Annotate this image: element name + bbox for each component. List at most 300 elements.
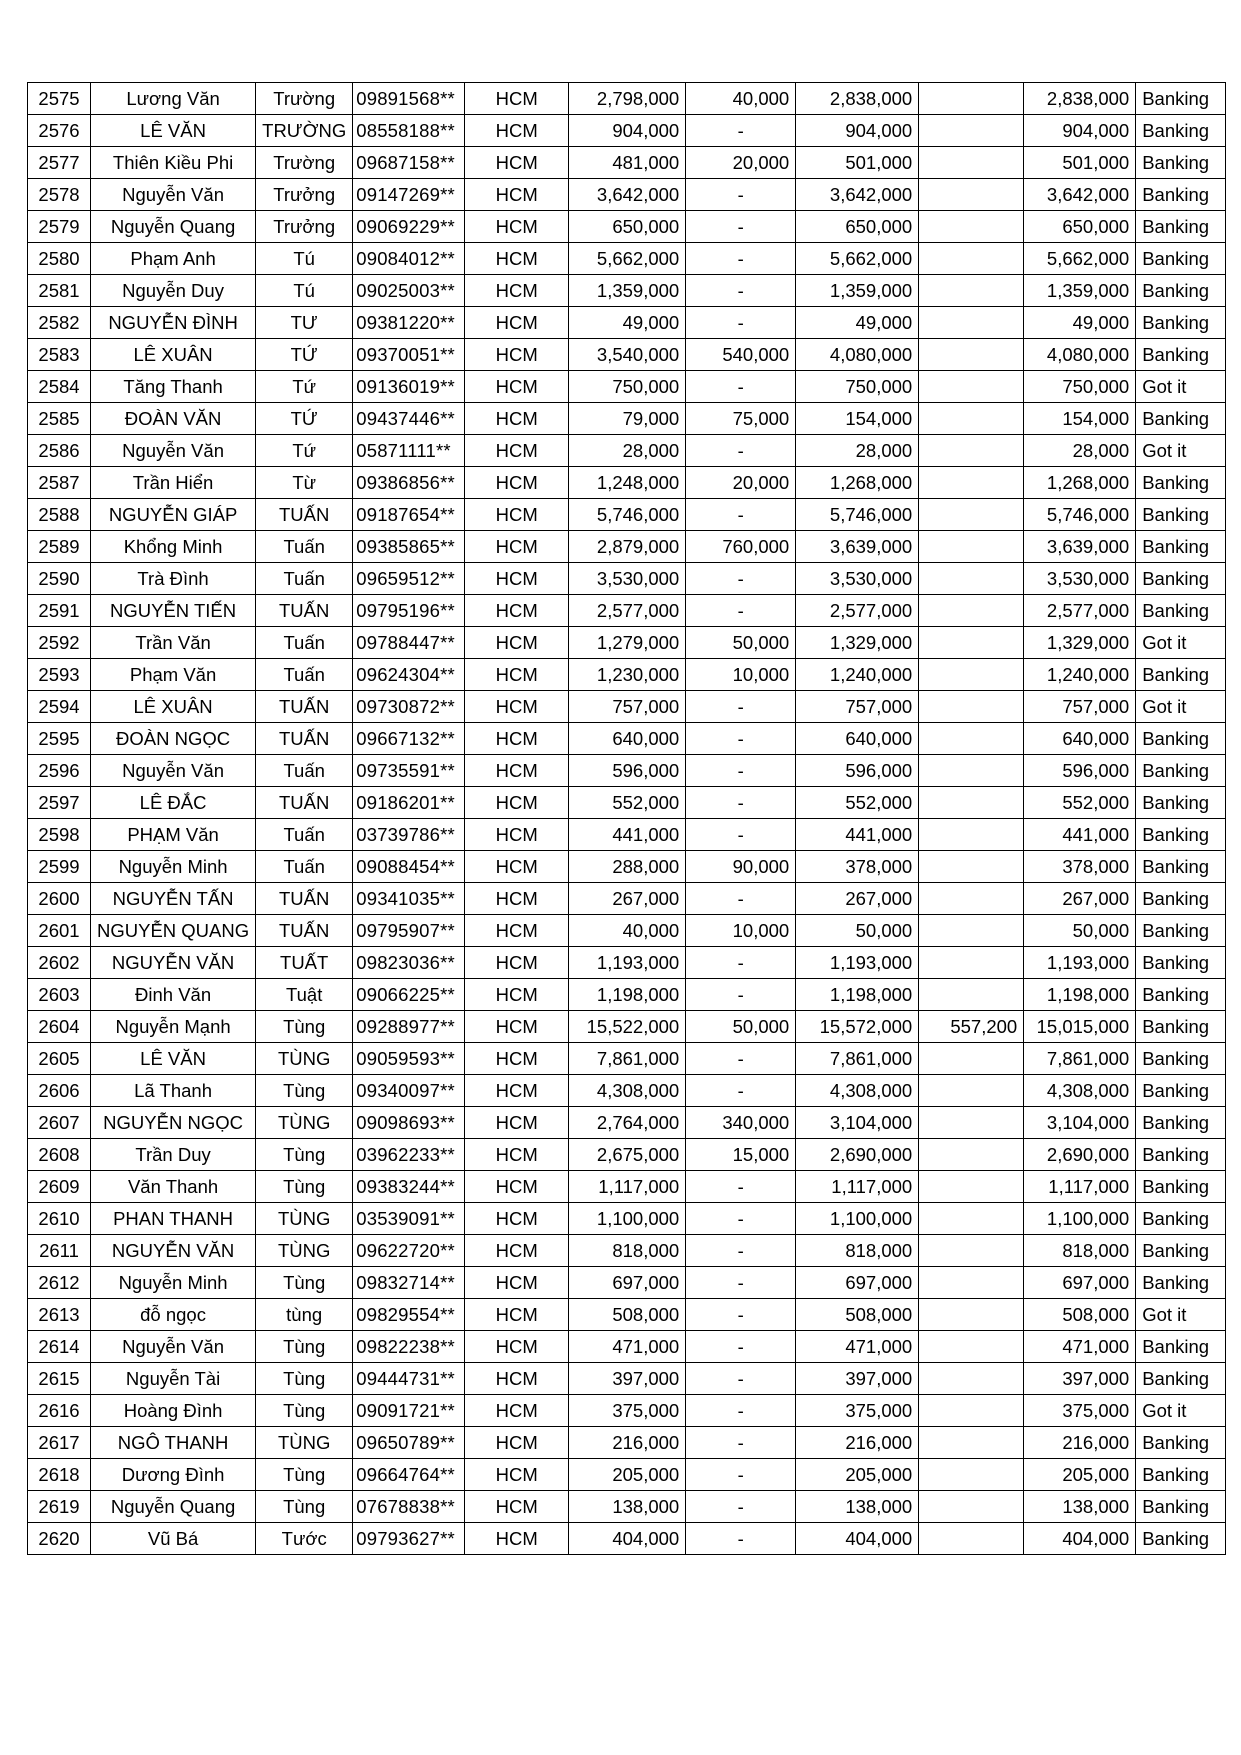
deduction-cell [919,211,1024,243]
first-name-cell: TUẤT [256,947,353,979]
last-name-cell: Khổng Minh [91,531,256,563]
table-row [28,275,1226,307]
total-cell: 508,000 [1024,1299,1136,1331]
total-cell: 1,100,000 [1024,1203,1136,1235]
payment-method-cell: Banking [1136,211,1226,243]
payment-method-cell: Banking [1136,403,1226,435]
row-number-cell: 2611 [28,1235,91,1267]
total-cell: 2,838,000 [1024,83,1136,115]
payment-method-cell: Banking [1136,819,1226,851]
city-cell: HCM [465,1491,569,1523]
city-cell: HCM [465,1043,569,1075]
last-name-cell: NGUYỄN NGỌC [91,1107,256,1139]
phone-cell: 09288977** [353,1011,465,1043]
amount-cell: 7,861,000 [569,1043,686,1075]
table-row [28,1299,1226,1331]
phone-cell: 03539091** [353,1203,465,1235]
first-name-cell: Trưởng [256,211,353,243]
city-cell: HCM [465,691,569,723]
bonus-cell: - [686,819,796,851]
deduction-cell [919,1491,1024,1523]
amount-cell: 138,000 [569,1491,686,1523]
city-cell: HCM [465,1395,569,1427]
phone-cell: 09340097** [353,1075,465,1107]
total-cell: 552,000 [1024,787,1136,819]
total-cell: 596,000 [1024,755,1136,787]
row-number-cell: 2595 [28,723,91,755]
table-row [28,595,1226,627]
subtotal-cell: 1,100,000 [796,1203,919,1235]
subtotal-cell: 650,000 [796,211,919,243]
row-number-cell: 2577 [28,147,91,179]
total-cell: 750,000 [1024,371,1136,403]
payment-method-cell: Banking [1136,83,1226,115]
payment-method-cell: Got it [1136,1395,1226,1427]
phone-cell: 09664764** [353,1459,465,1491]
payment-method-cell: Banking [1136,595,1226,627]
city-cell: HCM [465,307,569,339]
row-number-cell: 2618 [28,1459,91,1491]
deduction-cell [919,83,1024,115]
first-name-cell: TUẤN [256,723,353,755]
phone-cell: 09650789** [353,1427,465,1459]
phone-cell: 09186201** [353,787,465,819]
bonus-cell: - [686,1075,796,1107]
total-cell: 267,000 [1024,883,1136,915]
city-cell: HCM [465,1523,569,1555]
table-row [28,979,1226,1011]
table-row [28,915,1226,947]
payment-method-cell: Banking [1136,1331,1226,1363]
amount-cell: 1,117,000 [569,1171,686,1203]
bonus-cell: - [686,595,796,627]
bonus-cell: - [686,307,796,339]
first-name-cell: Tùng [256,1011,353,1043]
amount-cell: 15,522,000 [569,1011,686,1043]
last-name-cell: Lã Thanh [91,1075,256,1107]
deduction-cell [919,1427,1024,1459]
row-number-cell: 2620 [28,1523,91,1555]
row-number-cell: 2600 [28,883,91,915]
subtotal-cell: 596,000 [796,755,919,787]
amount-cell: 1,198,000 [569,979,686,1011]
city-cell: HCM [465,1299,569,1331]
total-cell: 49,000 [1024,307,1136,339]
deduction-cell [919,1043,1024,1075]
subtotal-cell: 1,268,000 [796,467,919,499]
amount-cell: 205,000 [569,1459,686,1491]
deduction-cell [919,563,1024,595]
payment-method-cell: Banking [1136,499,1226,531]
first-name-cell: Trường [256,147,353,179]
bonus-cell: - [686,1171,796,1203]
payment-method-cell: Banking [1136,531,1226,563]
phone-cell: 09069229** [353,211,465,243]
bonus-cell: - [686,371,796,403]
last-name-cell: Trần Duy [91,1139,256,1171]
phone-cell: 09383244** [353,1171,465,1203]
phone-cell: 08558188** [353,115,465,147]
payment-method-cell: Banking [1136,1235,1226,1267]
table-row [28,1107,1226,1139]
bonus-cell: - [686,883,796,915]
first-name-cell: TUẤN [256,915,353,947]
deduction-cell [919,531,1024,563]
row-number-cell: 2588 [28,499,91,531]
deduction-cell [919,1395,1024,1427]
last-name-cell: PHAN THANH [91,1203,256,1235]
bonus-cell: - [686,1299,796,1331]
bonus-cell: - [686,755,796,787]
deduction-cell [919,115,1024,147]
table-row [28,211,1226,243]
first-name-cell: Tuấn [256,851,353,883]
table-row [28,147,1226,179]
payment-method-cell: Banking [1136,275,1226,307]
payment-method-cell: Banking [1136,1075,1226,1107]
first-name-cell: TÙNG [256,1235,353,1267]
row-number-cell: 2590 [28,563,91,595]
table-row [28,467,1226,499]
subtotal-cell: 378,000 [796,851,919,883]
first-name-cell: Trường [256,83,353,115]
deduction-cell [919,307,1024,339]
row-number-cell: 2616 [28,1395,91,1427]
payment-method-cell: Got it [1136,1299,1226,1331]
last-name-cell: Trần Hiển [91,467,256,499]
first-name-cell: TRƯỜNG [256,115,353,147]
first-name-cell: TÙNG [256,1043,353,1075]
bonus-cell: 90,000 [686,851,796,883]
deduction-cell [919,1107,1024,1139]
total-cell: 1,359,000 [1024,275,1136,307]
deduction-cell [919,147,1024,179]
payment-method-cell: Banking [1136,1427,1226,1459]
subtotal-cell: 818,000 [796,1235,919,1267]
table-row [28,1459,1226,1491]
bonus-cell: - [686,211,796,243]
bonus-cell: - [686,1267,796,1299]
subtotal-cell: 7,861,000 [796,1043,919,1075]
total-cell: 3,642,000 [1024,179,1136,211]
deduction-cell [919,1203,1024,1235]
amount-cell: 397,000 [569,1363,686,1395]
subtotal-cell: 1,240,000 [796,659,919,691]
first-name-cell: Tùng [256,1075,353,1107]
deduction-cell [919,979,1024,1011]
total-cell: 205,000 [1024,1459,1136,1491]
amount-cell: 441,000 [569,819,686,851]
amount-cell: 404,000 [569,1523,686,1555]
subtotal-cell: 508,000 [796,1299,919,1331]
bonus-cell: - [686,947,796,979]
deduction-cell [919,851,1024,883]
city-cell: HCM [465,819,569,851]
amount-cell: 2,764,000 [569,1107,686,1139]
table-row [28,755,1226,787]
last-name-cell: ĐOÀN VĂN [91,403,256,435]
row-number-cell: 2579 [28,211,91,243]
amount-cell: 2,675,000 [569,1139,686,1171]
total-cell: 1,198,000 [1024,979,1136,1011]
last-name-cell: Vũ Bá [91,1523,256,1555]
first-name-cell: Tuấn [256,659,353,691]
table-row [28,531,1226,563]
first-name-cell: TƯ [256,307,353,339]
bonus-cell: - [686,1363,796,1395]
phone-cell: 09795907** [353,915,465,947]
phone-cell: 09437446** [353,403,465,435]
payment-method-cell: Banking [1136,115,1226,147]
amount-cell: 288,000 [569,851,686,883]
last-name-cell: NGÔ THANH [91,1427,256,1459]
amount-cell: 650,000 [569,211,686,243]
subtotal-cell: 3,530,000 [796,563,919,595]
phone-cell: 09386856** [353,467,465,499]
row-number-cell: 2601 [28,915,91,947]
payment-method-cell: Banking [1136,1363,1226,1395]
payout-table [27,82,1226,1555]
deduction-cell [919,1299,1024,1331]
bonus-cell: 50,000 [686,627,796,659]
row-number-cell: 2582 [28,307,91,339]
deduction-cell [919,755,1024,787]
payment-method-cell: Banking [1136,1043,1226,1075]
city-cell: HCM [465,595,569,627]
subtotal-cell: 750,000 [796,371,919,403]
deduction-cell [919,659,1024,691]
table-row [28,307,1226,339]
subtotal-cell: 154,000 [796,403,919,435]
subtotal-cell: 138,000 [796,1491,919,1523]
payment-method-cell: Banking [1136,947,1226,979]
total-cell: 404,000 [1024,1523,1136,1555]
amount-cell: 5,662,000 [569,243,686,275]
city-cell: HCM [465,883,569,915]
amount-cell: 2,798,000 [569,83,686,115]
subtotal-cell: 2,577,000 [796,595,919,627]
bonus-cell: - [686,1043,796,1075]
first-name-cell: Tuấn [256,563,353,595]
amount-cell: 1,248,000 [569,467,686,499]
payment-method-cell: Banking [1136,915,1226,947]
deduction-cell [919,819,1024,851]
phone-cell: 03739786** [353,819,465,851]
table-row [28,1203,1226,1235]
deduction-cell [919,403,1024,435]
first-name-cell: Tùng [256,1395,353,1427]
city-cell: HCM [465,979,569,1011]
subtotal-cell: 5,746,000 [796,499,919,531]
last-name-cell: LÊ XUÂN [91,691,256,723]
last-name-cell: NGUYỄN GIÁP [91,499,256,531]
total-cell: 1,117,000 [1024,1171,1136,1203]
phone-cell: 09066225** [353,979,465,1011]
city-cell: HCM [465,1011,569,1043]
row-number-cell: 2576 [28,115,91,147]
city-cell: HCM [465,275,569,307]
row-number-cell: 2586 [28,435,91,467]
table-row [28,1235,1226,1267]
first-name-cell: Tùng [256,1171,353,1203]
bonus-cell: 75,000 [686,403,796,435]
first-name-cell: Tứ [256,371,353,403]
phone-cell: 03962233** [353,1139,465,1171]
subtotal-cell: 2,690,000 [796,1139,919,1171]
phone-cell: 09025003** [353,275,465,307]
last-name-cell: NGUYỄN VĂN [91,947,256,979]
last-name-cell: Nguyễn Quang [91,1491,256,1523]
first-name-cell: TÙNG [256,1203,353,1235]
last-name-cell: đỗ ngọc [91,1299,256,1331]
last-name-cell: LÊ ĐẮC [91,787,256,819]
city-cell: HCM [465,1139,569,1171]
amount-cell: 4,308,000 [569,1075,686,1107]
amount-cell: 596,000 [569,755,686,787]
city-cell: HCM [465,403,569,435]
bonus-cell: 10,000 [686,659,796,691]
total-cell: 650,000 [1024,211,1136,243]
total-cell: 138,000 [1024,1491,1136,1523]
phone-cell: 09730872** [353,691,465,723]
bonus-cell: - [686,243,796,275]
first-name-cell: Tú [256,243,353,275]
payment-method-cell: Banking [1136,1011,1226,1043]
first-name-cell: Tuấn [256,531,353,563]
bonus-cell: 760,000 [686,531,796,563]
last-name-cell: Nguyễn Văn [91,179,256,211]
phone-cell: 09147269** [353,179,465,211]
subtotal-cell: 4,308,000 [796,1075,919,1107]
deduction-cell [919,1523,1024,1555]
row-number-cell: 2584 [28,371,91,403]
first-name-cell: TÙNG [256,1427,353,1459]
first-name-cell: Tùng [256,1139,353,1171]
payment-method-cell: Banking [1136,563,1226,595]
deduction-cell [919,499,1024,531]
subtotal-cell: 216,000 [796,1427,919,1459]
deduction-cell [919,1363,1024,1395]
phone-cell: 09793627** [353,1523,465,1555]
total-cell: 4,308,000 [1024,1075,1136,1107]
bonus-cell: - [686,1235,796,1267]
payment-method-cell: Banking [1136,723,1226,755]
total-cell: 3,104,000 [1024,1107,1136,1139]
city-cell: HCM [465,179,569,211]
table-row [28,627,1226,659]
amount-cell: 818,000 [569,1235,686,1267]
deduction-cell [919,179,1024,211]
row-number-cell: 2589 [28,531,91,563]
payment-method-cell: Banking [1136,147,1226,179]
phone-cell: 09832714** [353,1267,465,1299]
deduction-cell [919,467,1024,499]
last-name-cell: Lương Văn [91,83,256,115]
table-row [28,1427,1226,1459]
phone-cell: 09823036** [353,947,465,979]
phone-cell: 09659512** [353,563,465,595]
table-row [28,691,1226,723]
city-cell: HCM [465,211,569,243]
subtotal-cell: 1,198,000 [796,979,919,1011]
row-number-cell: 2587 [28,467,91,499]
payment-method-cell: Banking [1136,787,1226,819]
total-cell: 3,530,000 [1024,563,1136,595]
last-name-cell: Dương Đình [91,1459,256,1491]
deduction-cell [919,627,1024,659]
first-name-cell: Tùng [256,1491,353,1523]
deduction-cell [919,1139,1024,1171]
last-name-cell: NGUYỄN TẤN [91,883,256,915]
row-number-cell: 2594 [28,691,91,723]
bonus-cell: - [686,1491,796,1523]
first-name-cell: Trưởng [256,179,353,211]
bonus-cell: 540,000 [686,339,796,371]
row-number-cell: 2607 [28,1107,91,1139]
last-name-cell: LÊ VĂN [91,115,256,147]
subtotal-cell: 5,662,000 [796,243,919,275]
city-cell: HCM [465,1267,569,1299]
payment-method-cell: Banking [1136,243,1226,275]
table-row [28,1011,1226,1043]
last-name-cell: PHẠM Văn [91,819,256,851]
amount-cell: 267,000 [569,883,686,915]
table-row [28,563,1226,595]
city-cell: HCM [465,147,569,179]
bonus-cell: 20,000 [686,467,796,499]
total-cell: 1,193,000 [1024,947,1136,979]
subtotal-cell: 441,000 [796,819,919,851]
payment-method-cell: Banking [1136,467,1226,499]
bonus-cell: 15,000 [686,1139,796,1171]
city-cell: HCM [465,1363,569,1395]
deduction-cell [919,1171,1024,1203]
first-name-cell: TỨ [256,339,353,371]
total-cell: 378,000 [1024,851,1136,883]
subtotal-cell: 904,000 [796,115,919,147]
subtotal-cell: 49,000 [796,307,919,339]
total-cell: 50,000 [1024,915,1136,947]
amount-cell: 757,000 [569,691,686,723]
city-cell: HCM [465,339,569,371]
last-name-cell: Phạm Anh [91,243,256,275]
subtotal-cell: 50,000 [796,915,919,947]
subtotal-cell: 697,000 [796,1267,919,1299]
row-number-cell: 2597 [28,787,91,819]
total-cell: 640,000 [1024,723,1136,755]
table-row [28,243,1226,275]
city-cell: HCM [465,1075,569,1107]
total-cell: 28,000 [1024,435,1136,467]
subtotal-cell: 1,117,000 [796,1171,919,1203]
last-name-cell: Thiên Kiều Phi [91,147,256,179]
city-cell: HCM [465,947,569,979]
row-number-cell: 2606 [28,1075,91,1107]
first-name-cell: Tuấn [256,755,353,787]
first-name-cell: Tứ [256,435,353,467]
bonus-cell: 10,000 [686,915,796,947]
city-cell: HCM [465,851,569,883]
phone-cell: 09795196** [353,595,465,627]
first-name-cell: Từ [256,467,353,499]
last-name-cell: Hoàng Đình [91,1395,256,1427]
row-number-cell: 2580 [28,243,91,275]
last-name-cell: Trà Đình [91,563,256,595]
total-cell: 5,746,000 [1024,499,1136,531]
subtotal-cell: 501,000 [796,147,919,179]
deduction-cell [919,947,1024,979]
phone-cell: 09187654** [353,499,465,531]
